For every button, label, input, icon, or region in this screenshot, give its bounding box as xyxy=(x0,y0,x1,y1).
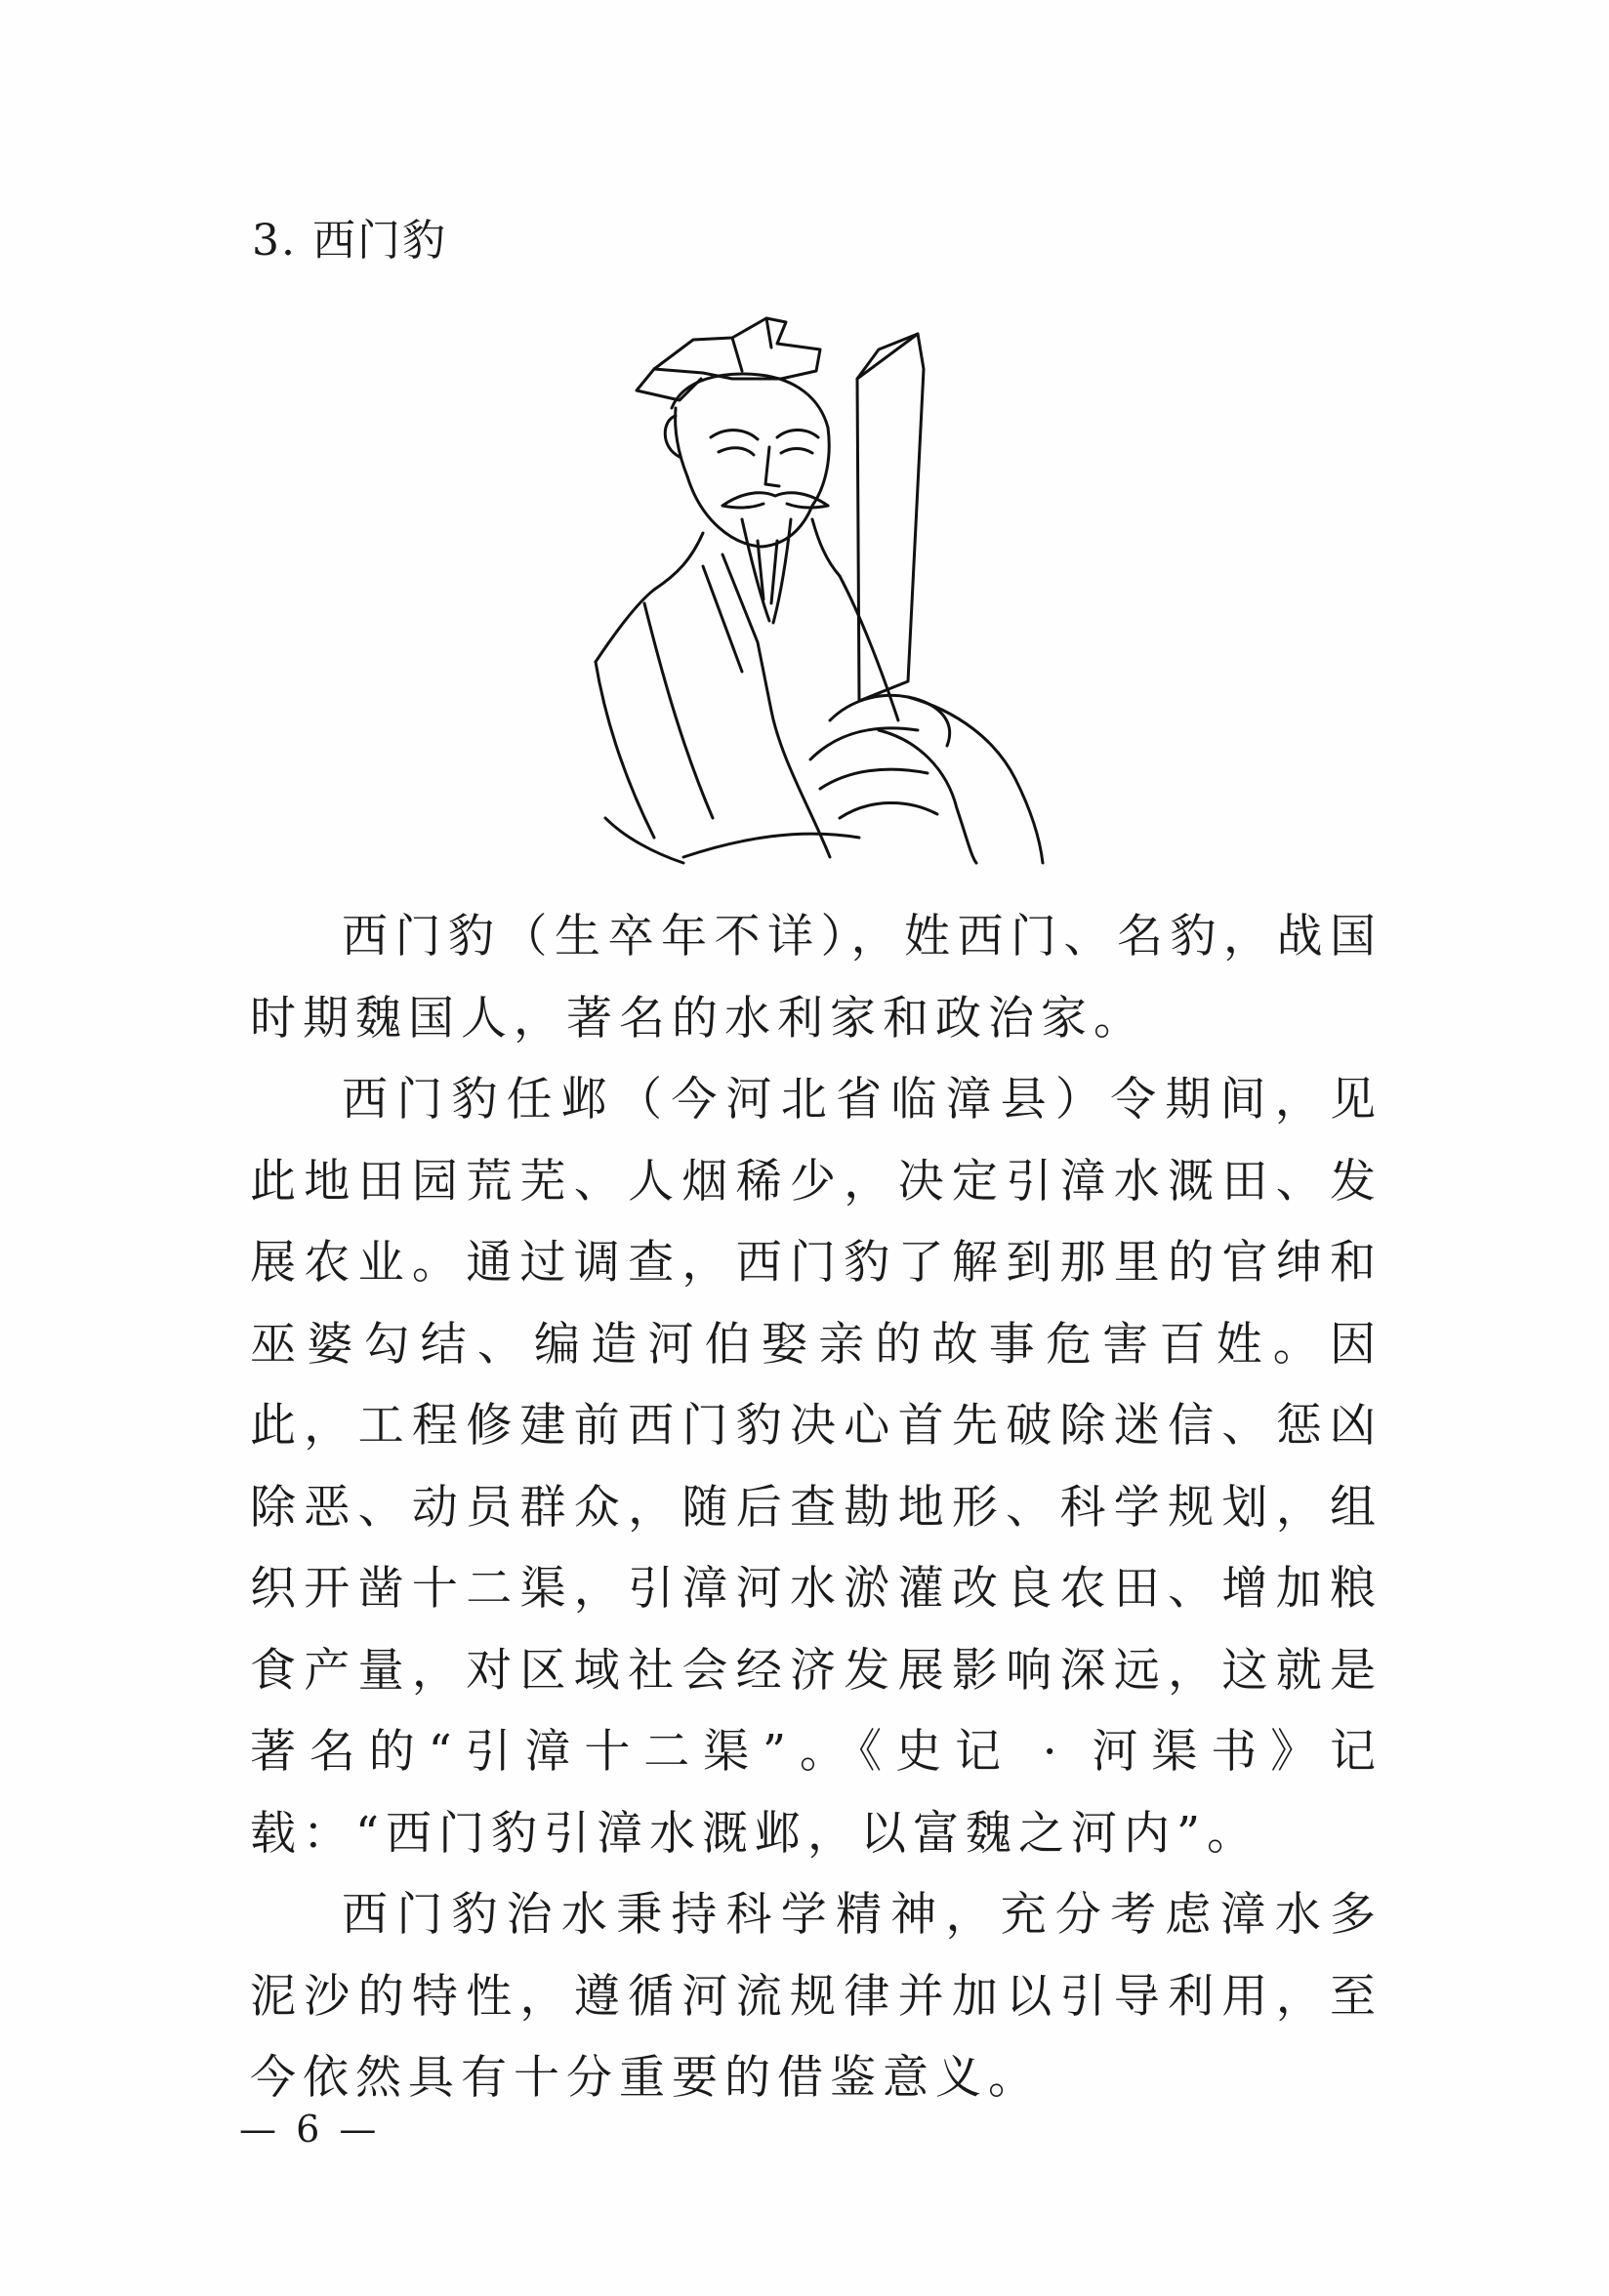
body-text xyxy=(250,896,1382,2119)
section-heading: 3. 西门豹 xyxy=(252,216,447,266)
paragraph: 西门豹治水秉持科学精神，充分考虑漳水多泥沙的特性，遵循河流规律并加以引导利用，至今依然具有十分重要的借鉴意义。 xyxy=(250,1888,1382,2105)
page-number: — 6 — xyxy=(239,2108,381,2151)
paragraph: 西门豹（生卒年不详），姓西门、名豹，战国时期魏国人，著名的水利家和政治家。 xyxy=(250,910,1382,1046)
ximen-bao-portrait-icon xyxy=(586,310,1054,865)
paragraph: 西门豹任邺（今河北省临漳县）令期间，见此地田园荒芜、人烟稀少，决定引漳水溉田、发展农业。通过调查，西门豹了解到那里的官绅和巫婆勾结、编造河伯娶亲的故事危害百姓。因此，工程修建前西门豹决心首先破除迷信、惩凶除恶、动员群众，随后查勘地形、科学规划，组织开凿十二渠，引漳河水淤灌改良农田、增加粮食产量，对区域社会经济发展影响深远，这就是著名的“引漳十二渠”。《史记 · 河渠书》记载：“西门豹引漳水溉邺，以富魏之河内”。 xyxy=(250,1073,1382,1861)
